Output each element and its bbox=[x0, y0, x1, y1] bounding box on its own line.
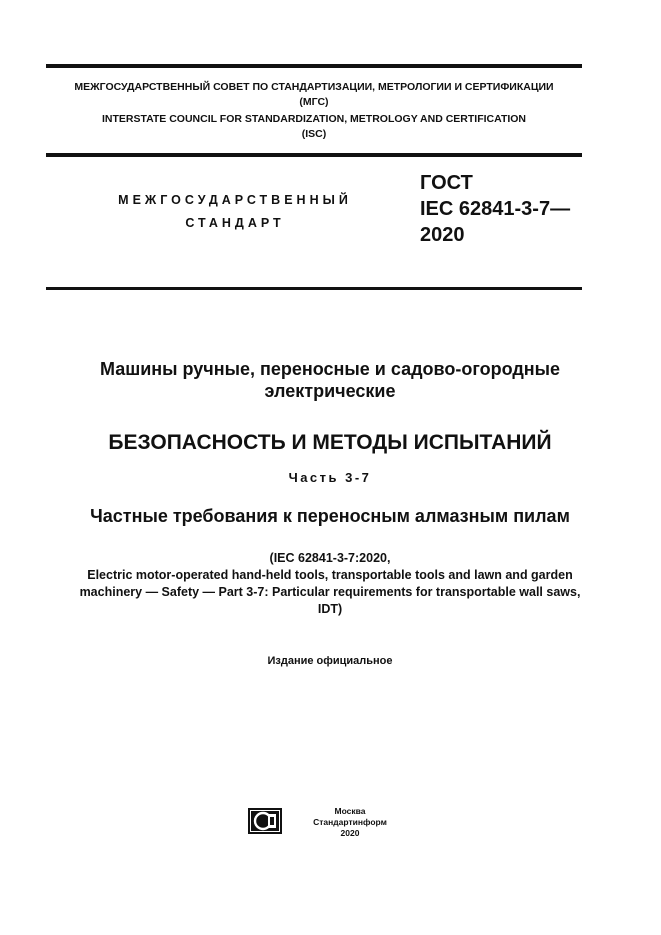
standard-code-line2: IEC 62841-3-7— bbox=[420, 198, 571, 220]
publisher-city: Москва bbox=[334, 806, 366, 816]
subject-title: БЕЗОПАСНОСТЬ И МЕТОДЫ ИСПЫТАНИЙ bbox=[108, 431, 552, 454]
council-ru bbox=[46, 80, 582, 110]
standard-code bbox=[420, 170, 570, 248]
standard-type-line2: СТАНДАРТ bbox=[185, 216, 285, 230]
title-divider bbox=[46, 287, 582, 290]
iec-reference-line2: Electric motor-operated hand-held tools, transportable tools and lawn and garden bbox=[87, 568, 573, 582]
edition-note: Издание официальное bbox=[267, 655, 393, 667]
main-title-line2: электрические bbox=[264, 381, 396, 401]
part-title: Частные требования к переносным алмазным пилам bbox=[90, 506, 570, 526]
header-divider bbox=[46, 153, 582, 157]
standard-type-line1: МЕЖГОСУДАРСТВЕННЫЙ bbox=[118, 193, 352, 207]
council-en-abbr: (ISC) bbox=[301, 128, 327, 140]
iec-reference-line1: (IEC 62841-3-7:2020, bbox=[269, 551, 391, 565]
part-label: Часть 3-7 bbox=[288, 470, 372, 485]
council-en bbox=[46, 112, 582, 142]
main-title bbox=[30, 358, 630, 402]
top-rule bbox=[46, 64, 582, 68]
standard-type bbox=[60, 189, 410, 235]
iec-reference-line4: IDT) bbox=[317, 602, 343, 616]
iec-reference-line3: machinery — Safety — Part 3-7: Particular requirements for transportable wall saws, bbox=[79, 585, 581, 599]
council-ru-name: МЕЖГОСУДАРСТВЕННЫЙ СОВЕТ ПО СТАНДАРТИЗАЦИИ, МЕТРОЛОГИИ И СЕРТИФИКАЦИИ bbox=[74, 81, 554, 93]
standartinform-logo-icon bbox=[248, 808, 282, 834]
main-title-line1: Машины ручные, переносные и садово-огородные bbox=[99, 359, 561, 379]
publisher-name: Стандартинформ bbox=[313, 817, 387, 827]
publisher-year: 2020 bbox=[340, 828, 360, 838]
council-en-name: INTERSTATE COUNCIL FOR STANDARDIZATION, METROLOGY AND CERTIFICATION bbox=[101, 113, 527, 125]
publisher-block bbox=[300, 806, 400, 839]
standard-code-line1: ГОСТ bbox=[420, 172, 473, 194]
iec-reference bbox=[30, 550, 630, 618]
council-ru-abbr: (МГС) bbox=[299, 96, 329, 108]
standard-code-line3: 2020 bbox=[420, 224, 465, 246]
